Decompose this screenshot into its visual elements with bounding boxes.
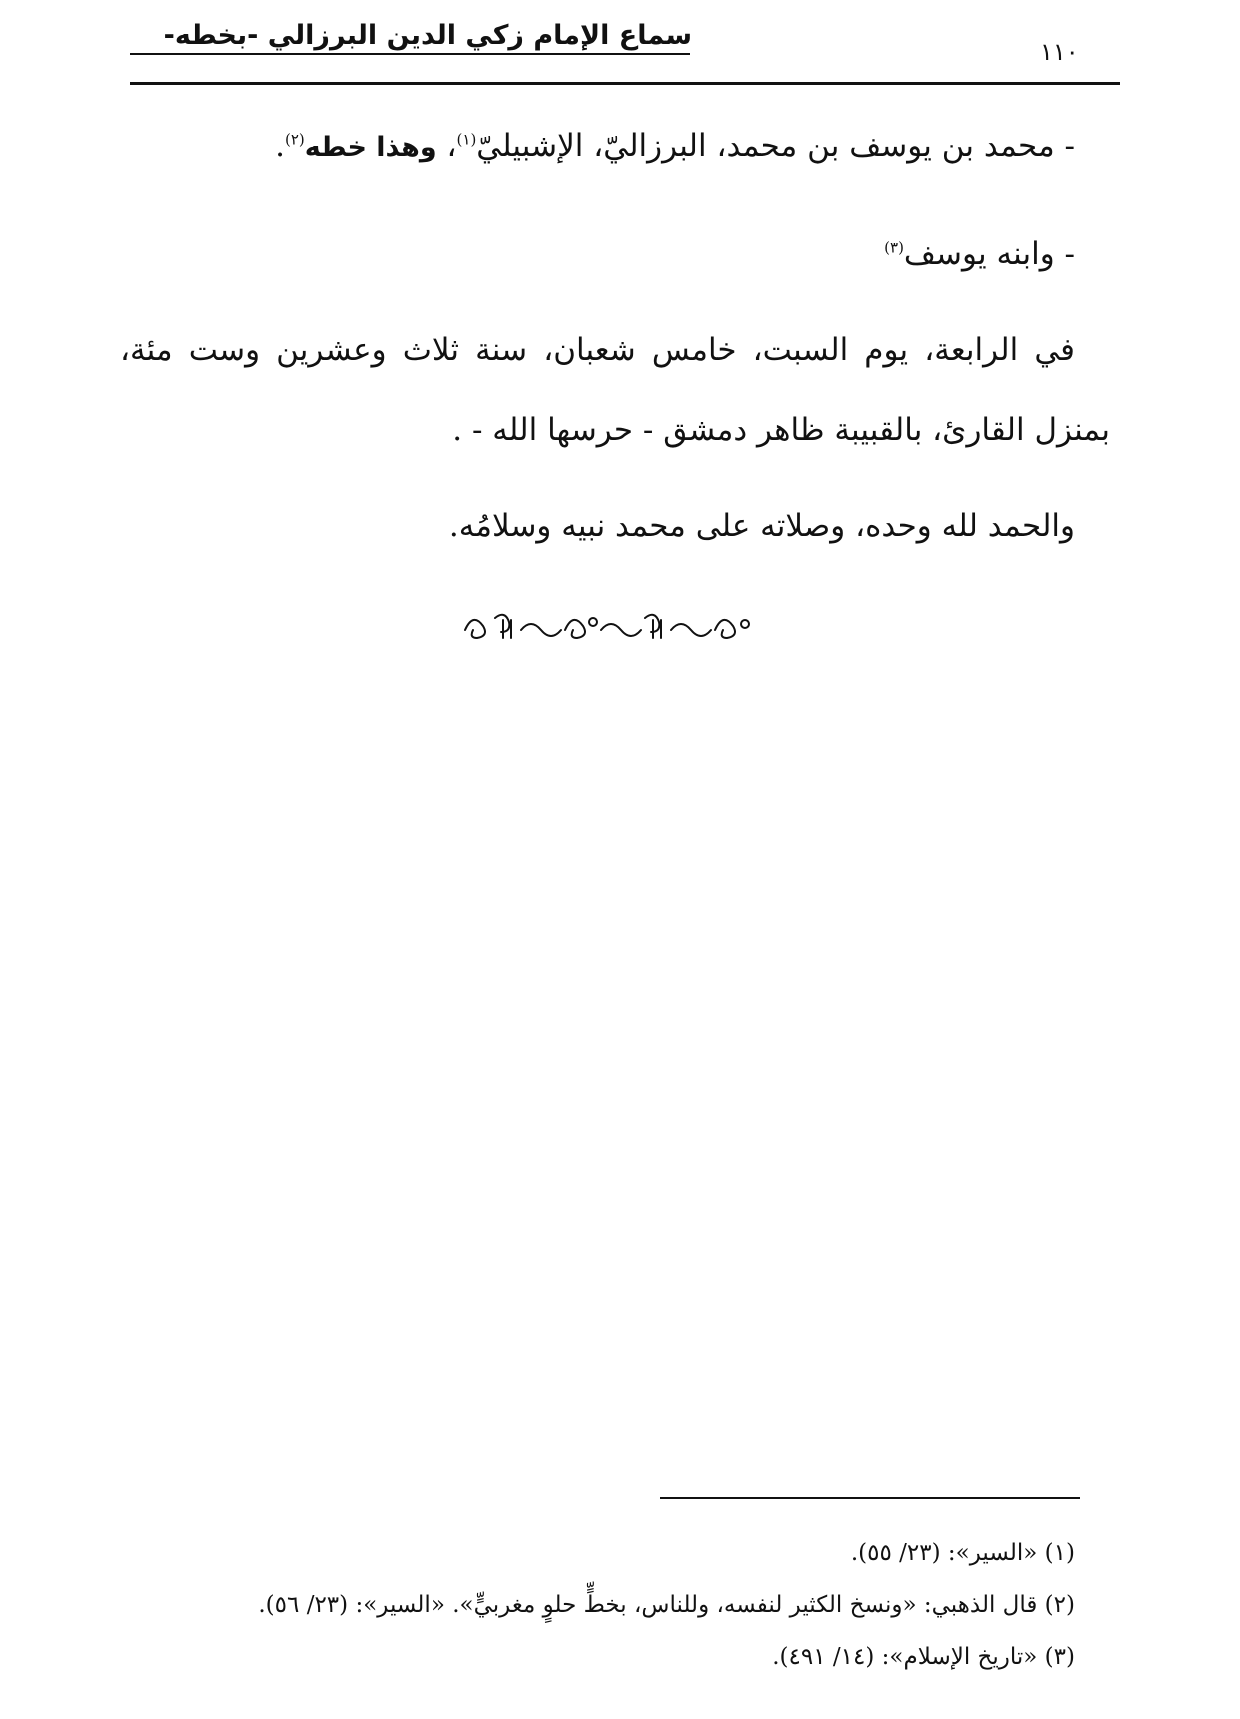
footnote-ref-3: (٣) (884, 238, 904, 257)
footnote-1: (١) «السير»: (٢٣/ ٥٥). (850, 1540, 1075, 1566)
footnote-ref-2: (٢) (284, 130, 305, 149)
body-line-narrator (275, 126, 1075, 168)
header-underline (130, 53, 690, 55)
footnote-ref-1: (١) (456, 130, 477, 149)
paragraph-date-line: في الرابعة، يوم السبت، خامس شعبان، سنة ثلاث وعشرين وست مئة، (120, 332, 1075, 368)
page-number: ١١٠ (1040, 38, 1079, 66)
son-text: - وابنه يوسف (903, 236, 1075, 272)
header-rule (130, 82, 1120, 85)
paragraph-place-line: بمنزل القارئ، بالقبيبة ظاهر دمشق - حرسها الله - . (452, 412, 1110, 448)
footnote-3: (٣) «تاريخ الإسلام»: (١٤/ ٤٩١). (772, 1644, 1075, 1670)
footnote-2: (٢) قال الذهبي: «ونسخ الكثير لنفسه، وللناس، بخطٍّ حلوٍ مغربيٍّ». «السير»: (٢٣/ ٥٦). (258, 1592, 1075, 1618)
narrator-end: . (275, 128, 285, 164)
narrator-text: - محمد بن يوسف بن محمد، البرزاليّ، الإشبيليّ (476, 128, 1075, 164)
body-line-son (884, 234, 1075, 274)
closing-line: والحمد لله وحده، وصلاته على محمد نبيه وسلامُه. (448, 508, 1075, 544)
floral-divider-icon (455, 600, 755, 650)
running-header-title: سماع الإمام زكي الدين البرزالي -بخطه- (163, 20, 692, 51)
narrator-separator: ، (436, 128, 457, 164)
footnote-rule (660, 1497, 1080, 1499)
bold-phrase: وهذا خطه (304, 132, 437, 163)
